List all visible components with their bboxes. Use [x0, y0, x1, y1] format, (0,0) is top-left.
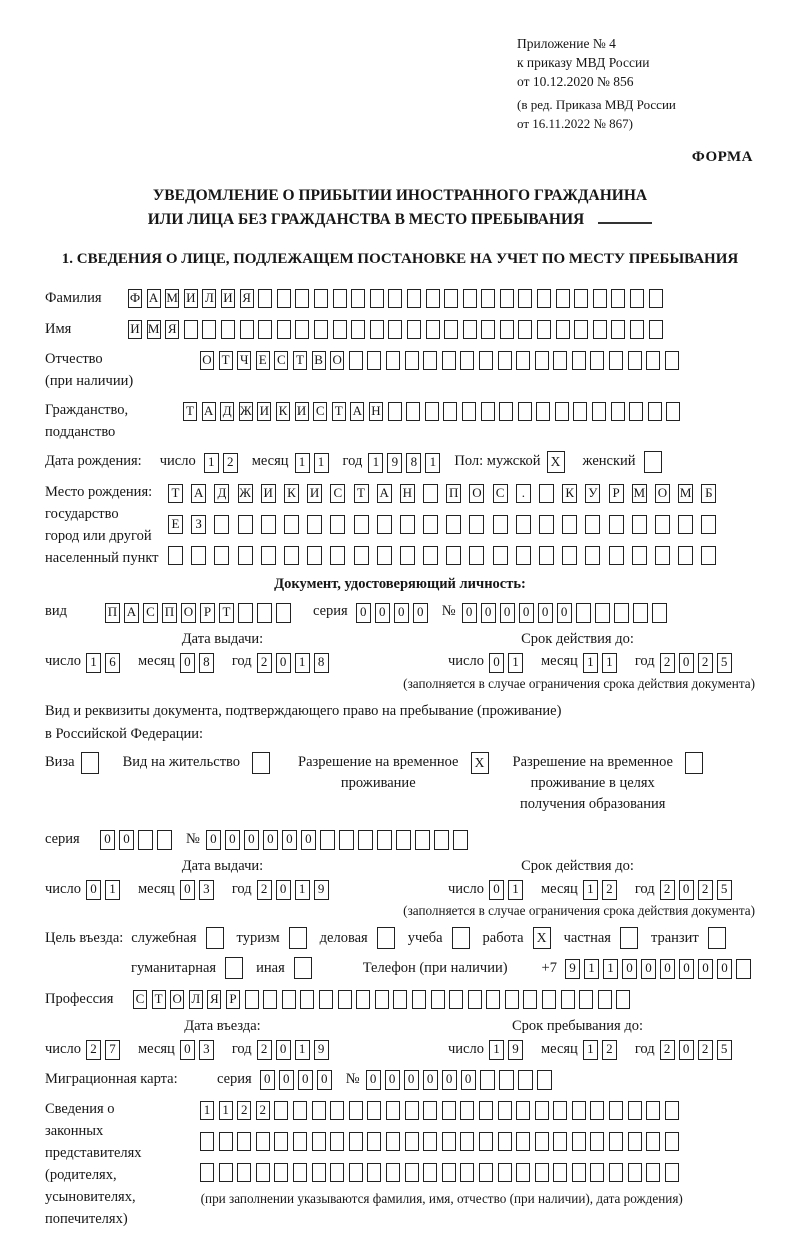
representatives-boxes-row3[interactable]: [200, 1160, 683, 1184]
residence-permit-checkbox[interactable]: [252, 752, 270, 774]
temporary-residence-checkbox[interactable]: X: [471, 752, 489, 774]
identity-doc-expiry-header: Срок действия до:: [521, 630, 634, 647]
identity-doc-type-label: вид: [45, 603, 67, 620]
migration-card-label: Миграционная карта:: [45, 1070, 178, 1087]
identity-doc-issue-month-boxes[interactable]: 0 8: [180, 650, 218, 674]
purpose-study-checkbox[interactable]: [452, 927, 470, 949]
sex-female-label: женский: [582, 453, 636, 470]
residence-doc-expiry-date: число 0 1 месяц 1 2 год 2 0 2 5: [400, 877, 755, 901]
temporary-residence-education-option: Разрешение на временное проживание в целях получения образования: [513, 752, 703, 815]
profession-row: [45, 987, 755, 1011]
name-row: [45, 317, 755, 341]
birth-place-row: [45, 481, 755, 569]
patronymic-boxes[interactable]: О Т Ч Е С Т В О: [200, 348, 683, 372]
residence-doc-expiry-day-boxes[interactable]: 0 1: [489, 877, 527, 901]
stay-until-month-boxes[interactable]: 1 2: [583, 1037, 621, 1061]
birth-place-boxes-row2[interactable]: Е З: [168, 512, 725, 536]
purpose-humanitarian: гуманитарная: [131, 957, 243, 979]
residence-doc-number-label: №: [186, 830, 200, 847]
identity-doc-series-boxes[interactable]: 0 0 0 0: [356, 600, 432, 624]
identity-doc-issue-day-boxes[interactable]: 1 6: [86, 650, 124, 674]
identity-doc-issue-date: число 1 6 месяц 0 8 год 2 0 1 8: [45, 650, 400, 674]
residence-doc-issue-header: Дата выдачи:: [181, 858, 264, 875]
residence-doc-intro: Вид и реквизиты документа, подтверждающего право на пребывание (проживание) в Российской Федерации:: [45, 702, 562, 743]
representatives-boxes-group: [200, 1098, 683, 1207]
residence-doc-serial-row: [45, 827, 755, 851]
residence-doc-expiry-year-boxes[interactable]: 2 0 2 5: [660, 877, 736, 901]
form-title-line2: ИЛИ ЛИЦА БЕЗ ГРАЖДАНСТВА В МЕСТО ПРЕБЫВАНИЯ: [45, 208, 755, 231]
residence-doc-issue-month-boxes[interactable]: 0 3: [180, 877, 218, 901]
birth-month-label: месяц: [251, 453, 289, 470]
identity-doc-expiry-day-boxes[interactable]: 0 1: [489, 650, 527, 674]
identity-doc-dates-headers: [45, 631, 755, 648]
identity-doc-expiry-month-boxes[interactable]: 1 1: [583, 650, 621, 674]
purpose-label: Цель въезда:: [45, 929, 124, 946]
entry-date-header: Дата въезда:: [184, 1018, 261, 1035]
migration-card-series-label: серия: [217, 1070, 252, 1087]
purpose-business-checkbox[interactable]: [377, 927, 395, 949]
identity-doc-type-boxes[interactable]: П А С П О Р Т: [105, 600, 295, 624]
migration-card-number-label: №: [345, 1070, 360, 1087]
visa-option: Виза: [45, 752, 99, 774]
appendix-line: к приказу МВД России: [517, 55, 650, 71]
temporary-residence-education-checkbox[interactable]: [685, 752, 703, 774]
phone-prefix: +7: [541, 959, 557, 976]
purpose-study: учеба: [408, 927, 470, 949]
birth-place-boxes-row3[interactable]: [168, 543, 725, 567]
birth-day-boxes[interactable]: 1 2: [204, 450, 242, 474]
purpose-private: частная: [564, 927, 638, 949]
purpose-business: деловая: [320, 927, 395, 949]
temporary-residence-option: Разрешение на временное проживание X: [298, 752, 488, 794]
identity-doc-issue-header: Дата выдачи:: [181, 630, 264, 647]
sex-female-checkbox[interactable]: [644, 451, 662, 473]
entry-month-boxes[interactable]: 0 3: [180, 1037, 218, 1061]
purpose-tourism-checkbox[interactable]: [289, 927, 307, 949]
form-title: [45, 184, 755, 231]
visa-checkbox[interactable]: [81, 752, 99, 774]
forma-label: ФОРМА: [691, 149, 753, 166]
patronymic-row: [45, 348, 755, 392]
appendix-line: Приложение № 4: [517, 36, 616, 51]
residence-doc-expiry-month-boxes[interactable]: 1 2: [583, 877, 621, 901]
entry-dates-row: [45, 1037, 755, 1061]
purpose-row1: [45, 927, 755, 949]
purpose-transit-checkbox[interactable]: [708, 927, 726, 949]
edition-note: [517, 96, 755, 133]
identity-doc-expiry-note: (заполняется в случае ограничения срока действия документа): [403, 675, 755, 691]
migration-card-series-boxes[interactable]: 0 0 0 0: [260, 1067, 336, 1091]
identity-doc-expiry-year-boxes[interactable]: 2 0 2 5: [660, 650, 736, 674]
surname-boxes[interactable]: Ф А М И Л И Я: [128, 286, 667, 310]
purpose-humanitarian-checkbox[interactable]: [225, 957, 243, 979]
representatives-note: (при заполнении указываются фамилия, имя, отчество (при наличии), дата рождения): [200, 1191, 683, 1207]
form-title-line1: УВЕДОМЛЕНИЕ О ПРИБЫТИИ ИНОСТРАННОГО ГРАЖДАНИНА: [152, 187, 648, 205]
patronymic-label: Отчество (при наличии): [45, 350, 134, 389]
residence-doc-number-boxes[interactable]: 0 0 0 0 0 0: [206, 827, 472, 851]
sex-male-checkbox[interactable]: X: [547, 451, 565, 473]
stay-until-day-boxes[interactable]: 1 9: [489, 1037, 527, 1061]
purpose-other: иная: [256, 957, 312, 979]
stay-until-date: число 1 9 месяц 1 2 год 2 0 2 5: [400, 1037, 755, 1061]
edition-line: от 16.11.2022 № 867): [517, 115, 634, 131]
residence-doc-issue-year-boxes[interactable]: 2 0 1 9: [257, 877, 333, 901]
phone-label: Телефон (при наличии): [362, 959, 508, 976]
stay-until-header: Срок пребывания до:: [512, 1018, 643, 1035]
birth-year-boxes[interactable]: 1 9 8 1: [368, 450, 444, 474]
identity-doc-row: [45, 600, 755, 624]
residence-doc-dates-row: [45, 877, 755, 901]
migration-card-row: [45, 1067, 755, 1091]
birth-date-label: Дата рождения:: [45, 453, 142, 470]
representatives-label: Сведения о законных представителях (родителях, усыновителях, попечителях): [45, 1101, 142, 1228]
profession-label: Профессия: [45, 991, 114, 1008]
profession-boxes[interactable]: С Т О Л Я Р: [133, 987, 635, 1011]
residence-doc-options: [45, 752, 755, 815]
residence-permit-option: Вид на жительство: [123, 752, 270, 774]
birth-month-boxes[interactable]: 1 1: [295, 450, 333, 474]
residence-doc-dates-headers: [45, 858, 755, 875]
purpose-official: служебная: [131, 927, 223, 949]
stay-until-year-boxes[interactable]: 2 0 2 5: [660, 1037, 736, 1061]
residence-doc-issue-date: число 0 1 месяц 0 3 год 2 0 1 9: [45, 877, 400, 901]
representatives-boxes-row1[interactable]: 1 1 2 2: [200, 1098, 683, 1122]
representatives-boxes-row2[interactable]: [200, 1129, 683, 1153]
surname-label: Фамилия: [45, 289, 102, 306]
identity-doc-number-label: №: [441, 603, 456, 620]
identity-doc-series-label: серия: [313, 603, 348, 620]
birth-day-label: число: [159, 453, 196, 470]
phone-boxes[interactable]: 9 1 1 0 0 0 0 0 0: [565, 956, 755, 980]
residence-doc-issue-day-boxes[interactable]: 0 1: [86, 877, 124, 901]
migration-card-number-boxes[interactable]: 0 0 0 0 0 0: [366, 1067, 556, 1091]
identity-doc-heading: Документ, удостоверяющий личность:: [274, 575, 526, 592]
surname-row: [45, 286, 755, 310]
residence-doc-expiry-note: (заполняется в случае ограничения срока действия документа): [403, 903, 755, 919]
sex-male-label: Пол: мужской: [454, 453, 541, 470]
name-label: Имя: [45, 320, 72, 337]
section1-heading: 1. СВЕДЕНИЯ О ЛИЦЕ, ПОДЛЕЖАЩЕМ ПОСТАНОВКЕ НА УЧЕТ ПО МЕСТУ ПРЕБЫВАНИЯ: [61, 250, 739, 267]
purpose-private-checkbox[interactable]: [620, 927, 638, 949]
name-boxes[interactable]: И М Я: [128, 317, 667, 341]
entry-dates-headers: [45, 1018, 755, 1035]
citizenship-label: Гражданство, подданство: [45, 401, 129, 440]
birth-place-boxes-row1[interactable]: Т А Д Ж И К И С Т А Н П О С . К У Р М О М Б: [168, 481, 725, 505]
residence-doc-series-label: серия: [45, 830, 80, 847]
appendix-line: от 10.12.2020 № 856: [517, 74, 634, 90]
identity-doc-dates-row: [45, 650, 755, 674]
identity-doc-expiry-date: число 0 1 месяц 1 1 год 2 0 2 5: [400, 650, 755, 674]
entry-date: число 2 7 месяц 0 3 год 2 0 1 9: [45, 1037, 400, 1061]
purpose-other-checkbox[interactable]: [294, 957, 312, 979]
identity-doc-issue-year-boxes[interactable]: 2 0 1 8: [257, 650, 333, 674]
purpose-work: работа X: [483, 927, 551, 949]
residence-doc-series-boxes[interactable]: 0 0: [100, 827, 176, 851]
entry-day-boxes[interactable]: 2 7: [86, 1037, 124, 1061]
title-blank-underline: [598, 222, 652, 224]
purpose-tourism: туризм: [237, 927, 307, 949]
edition-line: (в ред. Приказа МВД России: [517, 97, 676, 113]
residence-doc-expiry-header: Срок действия до:: [521, 858, 634, 875]
citizenship-row: [45, 399, 755, 443]
birth-year-label: год: [342, 453, 363, 470]
citizenship-boxes[interactable]: Т А Д Ж И К И С Т А Н: [183, 399, 685, 423]
birth-date-row: [45, 450, 755, 474]
birth-place-boxes-group: [168, 481, 725, 567]
appendix-reference: [517, 34, 755, 133]
birth-place-label: Место рождения: государство город или другой населенный пункт: [45, 483, 159, 566]
purpose-work-checkbox[interactable]: X: [533, 927, 551, 949]
purpose-official-checkbox[interactable]: [206, 927, 224, 949]
purpose-transit: транзит: [651, 927, 726, 949]
representatives-row: [45, 1098, 755, 1230]
purpose-row2: [131, 956, 755, 980]
identity-doc-number-boxes[interactable]: 0 0 0 0 0 0: [462, 600, 671, 624]
entry-year-boxes[interactable]: 2 0 1 9: [257, 1037, 333, 1061]
